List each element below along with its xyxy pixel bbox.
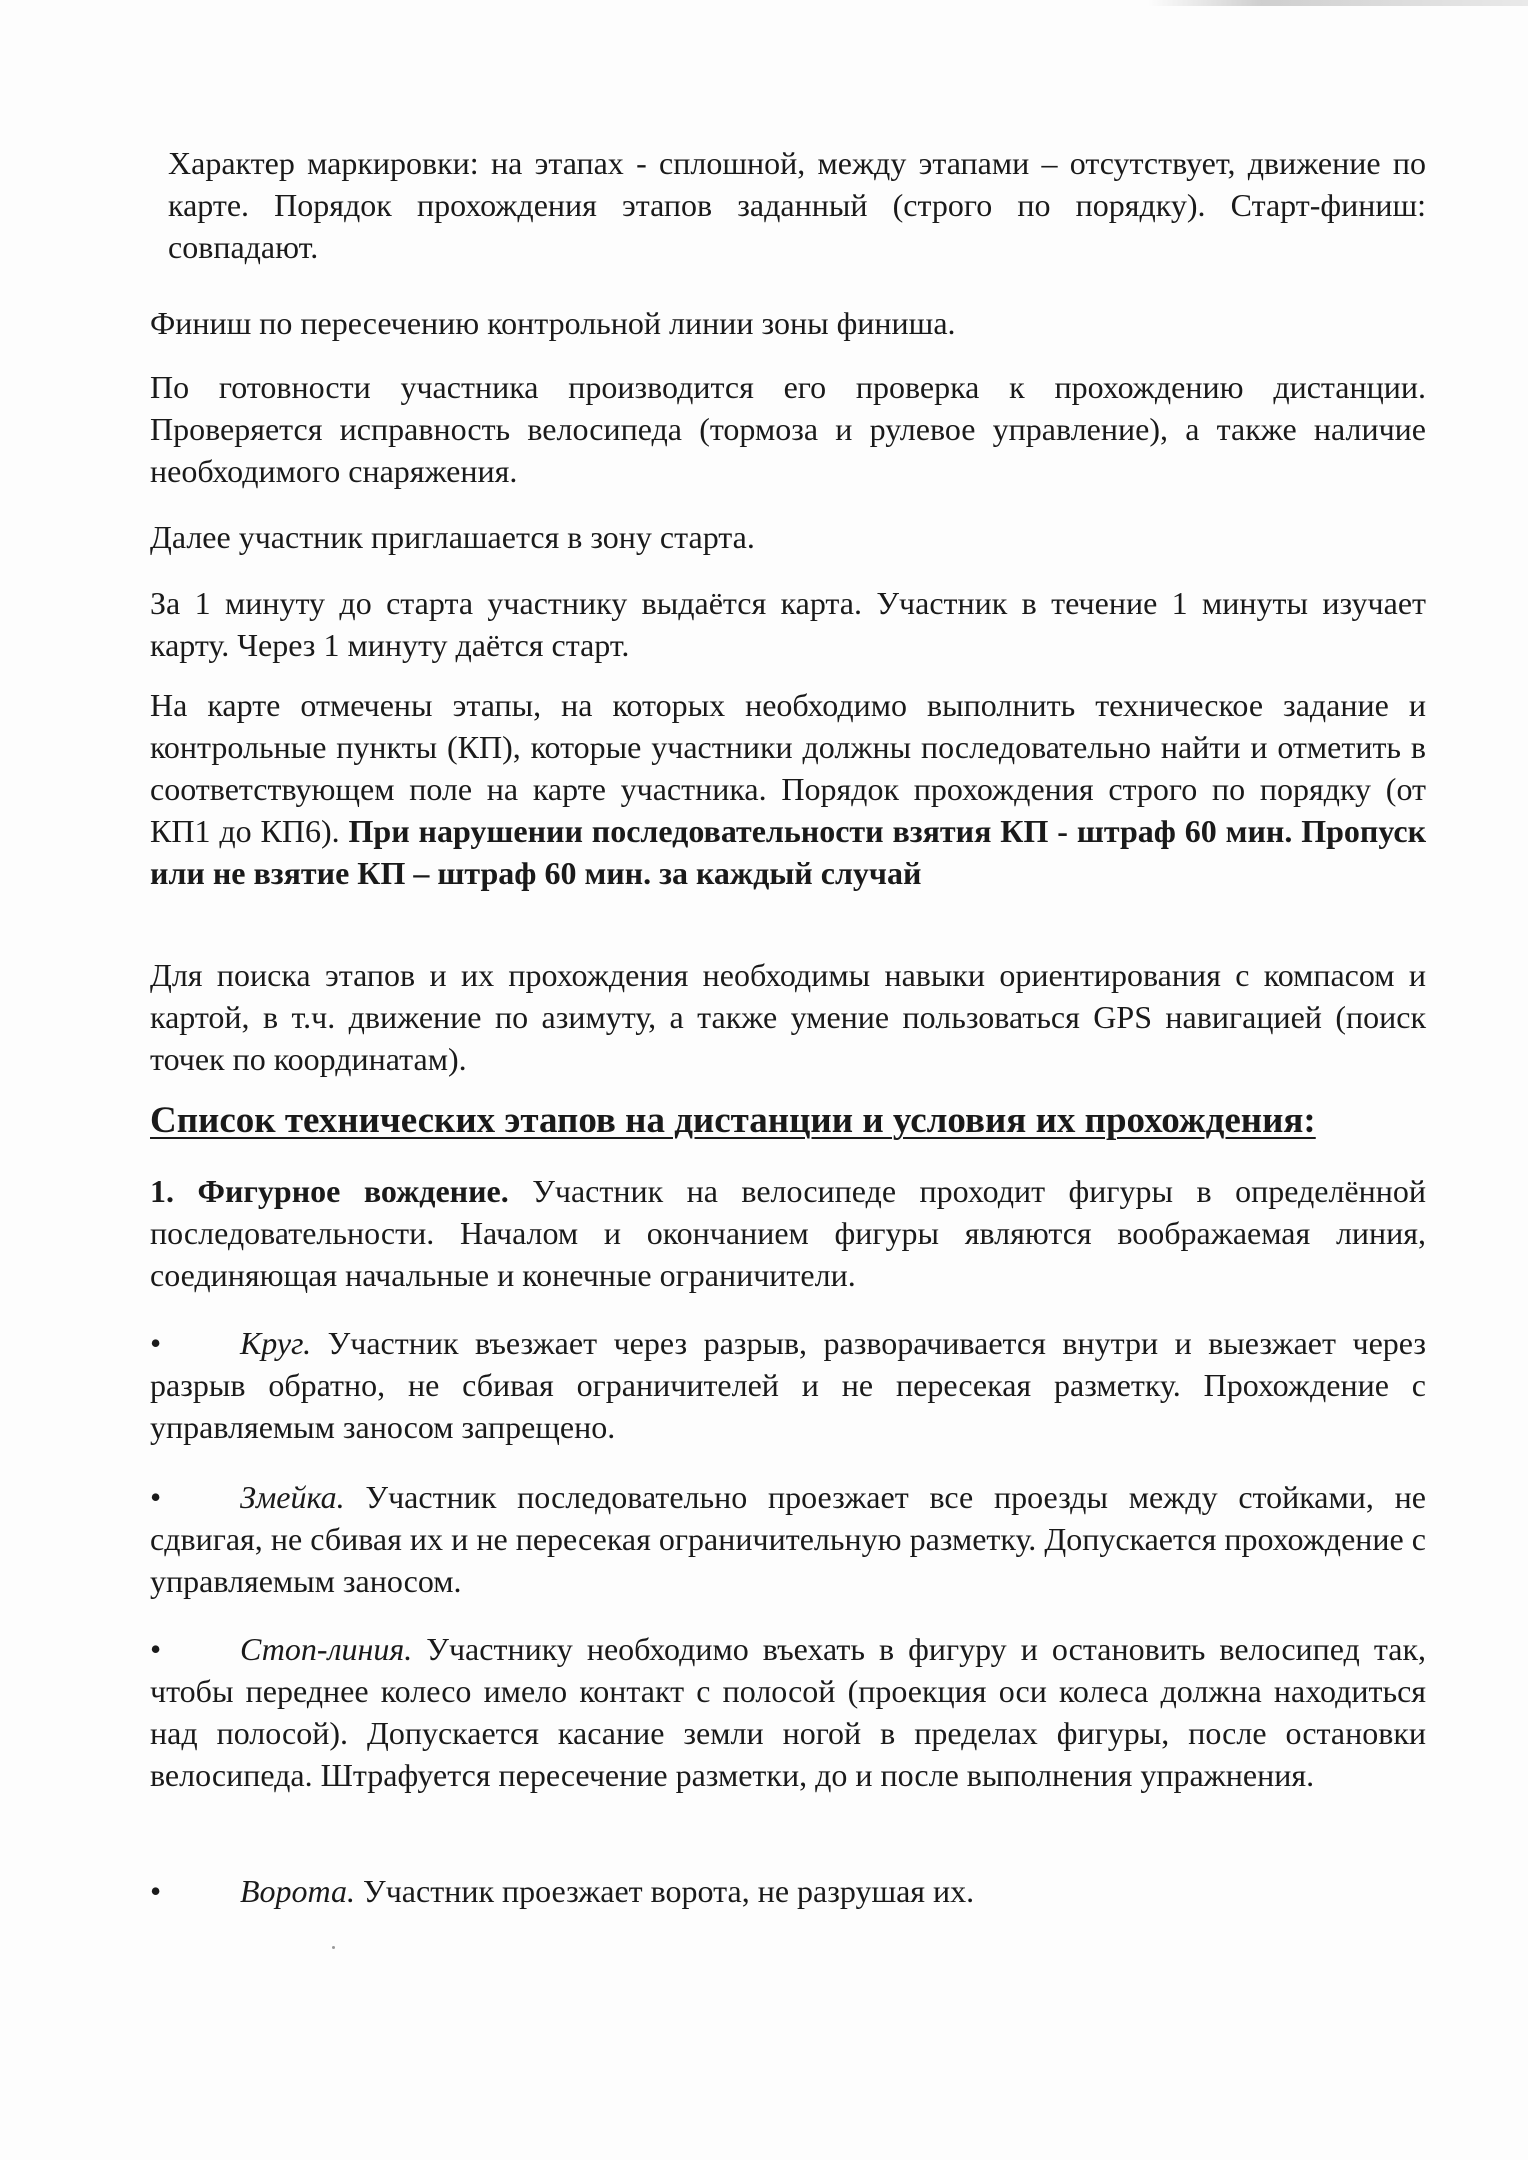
bullet-gates-text: Участник проезжает ворота, не разрушая их.	[355, 1873, 975, 1909]
bullet-marker: •	[150, 1479, 162, 1515]
check-text: По готовности участника производится его проверка к прохождению дистанции. Проверяется исправность велосипеда (тормоза и рулевое управление), а также наличие необходимого снаряжения.	[150, 369, 1426, 489]
stages-heading: Список технических этапов на дистанции и условия их прохождения:	[150, 1100, 1316, 1141]
orienteering-paragraph	[150, 954, 1426, 1080]
bullet-snake-name: Змейка.	[240, 1479, 345, 1515]
checkpoints-paragraph	[150, 684, 1426, 894]
start-zone-paragraph	[150, 516, 1426, 558]
bullet-marker: •	[150, 1631, 162, 1667]
penalty-text: При нарушении последовательности взятия КП - штраф 60 мин. Пропуск или не взятие КП – штраф 60 мин. за каждый случай	[150, 813, 1426, 891]
map-issue-text: За 1 минуту до старта участнику выдаётся карта. Участник в течение 1 минуты изучает карту. Через 1 минуту даётся старт.	[150, 585, 1426, 663]
figure-riding-text: Участник на велосипеде проходит фигуры в определённой последовательности. Началом и окончанием фигуры являются воображаемая линия, соединяющая начальные и конечные ограничители.	[150, 1173, 1427, 1293]
bullet-circle-text: Участник въезжает через разрыв, разворачивается внутри и выезжает через разрыв обратно, не сбивая ограничителей и не пересекая разметку. Прохождение с управляемым заносом запрещено.	[150, 1325, 1426, 1445]
finish-text: Финиш по пересечению контрольной линии зоны финиша.	[150, 305, 956, 341]
bullet-marker: •	[150, 1325, 162, 1361]
figure-riding-paragraph	[150, 1170, 1426, 1296]
orienteering-text: Для поиска этапов и их прохождения необходимы навыки ориентирования с компасом и картой, в т.ч. движение по азимуту, а также умение пользоваться GPS навигацией (поиск точек по координатам).	[150, 957, 1426, 1077]
bullet-gates-name: Ворота.	[240, 1873, 356, 1909]
marking-text: Характер маркировки: на этапах - сплошной, между этапами – отсутствует, движение по карте. Порядок прохождения этапов заданный (строго по порядку). Старт-финиш: совпадают.	[168, 145, 1426, 265]
figure-riding-title: 1. Фигурное вождение.	[150, 1173, 509, 1209]
checkpoints-text: На карте отмечены этапы, на которых необходимо выполнить техническое задание и контрольные пункты (КП), которые участники должны последовательно найти и отметить в соответствующем поле на карте участника. Порядок прохождения строго по порядку (от КП1 до КП6).	[150, 687, 1426, 849]
bullet-stop-line	[150, 1628, 1426, 1796]
bullet-stop-line-name: Стоп-линия.	[240, 1631, 413, 1667]
bullet-marker: •	[150, 1873, 162, 1909]
marking-paragraph	[168, 142, 1426, 268]
bullet-snake-text: Участник последовательно проезжает все проезды между стойками, не сдвигая, не сбивая их и не пересекая ограничительную разметку. Допускается прохождение с управляемым заносом.	[150, 1479, 1426, 1599]
bullet-stop-line-text: Участнику необходимо въехать в фигуру и остановить велосипед так, чтобы переднее колесо имело контакт с полосой (проекция оси колеса должна находиться над полосой). Допускается касание земли ногой в пределах фигуры, после остановки велосипеда. Штрафуется пересечение разметки, до и после выполнения упражнения.	[150, 1631, 1426, 1793]
bullet-gates	[150, 1870, 1426, 1912]
scan-speck	[332, 1946, 335, 1949]
check-paragraph	[150, 366, 1426, 492]
bullet-snake	[150, 1476, 1426, 1602]
finish-paragraph	[150, 302, 1426, 344]
map-issue-paragraph	[150, 582, 1426, 666]
start-zone-text: Далее участник приглашается в зону старта.	[150, 519, 755, 555]
scan-edge-mark	[1148, 0, 1528, 6]
bullet-circle	[150, 1322, 1426, 1448]
bullet-circle-name: Круг.	[240, 1325, 312, 1361]
